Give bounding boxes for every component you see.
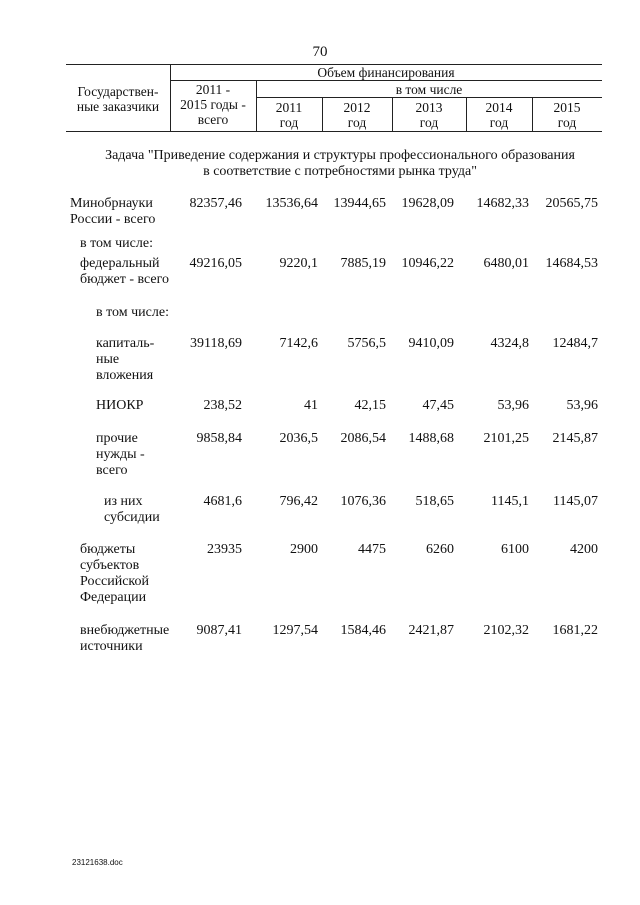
cell-2014: 2102,32 xyxy=(483,623,529,638)
cell-total: 238,52 xyxy=(203,398,242,413)
page-number: 70 xyxy=(312,44,328,60)
cell-2011: 796,42 xyxy=(279,494,318,509)
cell-2013: 9410,09 xyxy=(408,336,454,351)
header-year-2012: 2012 год xyxy=(343,100,371,130)
header-including: в том числе xyxy=(395,82,463,97)
funding-rule xyxy=(170,80,602,81)
task-title: Задача "Приведение содержания и структуры профессионального образования в соответствие с потребностями рынка труда" xyxy=(105,148,575,179)
row-label: Минобрнауки России - всего xyxy=(70,196,156,227)
row-label: прочие нужды - всего xyxy=(96,431,145,478)
cell-2011: 1297,54 xyxy=(272,623,318,638)
cell-2014: 14682,33 xyxy=(476,196,529,211)
cell-2013: 47,45 xyxy=(422,398,454,413)
document-filename: 23121638.doc xyxy=(72,858,123,867)
header-funding: Объем финансирования xyxy=(317,65,455,80)
cell-2015: 1145,07 xyxy=(553,494,598,509)
cell-2012: 5756,5 xyxy=(347,336,386,351)
row-label: в том числе: xyxy=(80,236,153,251)
cell-2011: 9220,1 xyxy=(279,256,318,271)
cell-total: 9087,41 xyxy=(196,623,242,638)
row-label: в том числе: xyxy=(96,305,169,320)
cell-2011: 2036,5 xyxy=(279,431,318,446)
cell-2013: 6260 xyxy=(426,542,454,557)
cell-2014: 4324,8 xyxy=(490,336,529,351)
header-year-2013: 2013 год xyxy=(415,100,443,130)
cell-2011: 2900 xyxy=(290,542,318,557)
cell-2015: 20565,75 xyxy=(545,196,598,211)
row-label: внебюджетные источники xyxy=(80,623,170,654)
cell-2011: 7142,6 xyxy=(279,336,318,351)
cell-2015: 53,96 xyxy=(566,398,598,413)
cell-2013: 1488,68 xyxy=(408,431,454,446)
cell-2015: 14684,53 xyxy=(545,256,598,271)
cell-2012: 4475 xyxy=(358,542,386,557)
header-customers: Государствен- ные заказчики xyxy=(76,84,160,114)
row-label: капиталь- ные вложения xyxy=(96,336,155,383)
cell-2011: 13536,64 xyxy=(265,196,318,211)
cell-2013: 19628,09 xyxy=(401,196,454,211)
cell-2012: 42,15 xyxy=(354,398,386,413)
cell-total: 39118,69 xyxy=(190,336,242,351)
including-rule xyxy=(256,97,602,98)
table-header xyxy=(66,64,602,132)
row-label: бюджеты субъектов Российской Федерации xyxy=(80,542,149,605)
cell-2015: 4200 xyxy=(570,542,598,557)
header-year-2014: 2014 год xyxy=(485,100,513,130)
row-label: НИОКР xyxy=(96,398,144,413)
cell-2015: 2145,87 xyxy=(552,431,598,446)
cell-2012: 1076,36 xyxy=(340,494,386,509)
cell-total: 49216,05 xyxy=(189,256,242,271)
cell-2015: 1681,22 xyxy=(552,623,598,638)
cell-2013: 10946,22 xyxy=(401,256,454,271)
cell-2014: 6100 xyxy=(501,542,529,557)
cell-2012: 7885,19 xyxy=(340,256,386,271)
cell-2011: 41 xyxy=(304,398,318,413)
cell-total: 4681,6 xyxy=(203,494,242,509)
cell-2013: 2421,87 xyxy=(408,623,454,638)
row-label: федеральный бюджет - всего xyxy=(80,256,169,287)
cell-2012: 1584,46 xyxy=(340,623,386,638)
cell-2013: 518,65 xyxy=(415,494,454,509)
cell-2014: 6480,01 xyxy=(483,256,529,271)
cell-2014: 1145,1 xyxy=(491,494,529,509)
cell-2014: 2101,25 xyxy=(483,431,529,446)
header-total: 2011 - 2015 годы - всего xyxy=(180,82,246,127)
header-bottom-rule xyxy=(66,131,602,132)
cell-2014: 53,96 xyxy=(497,398,529,413)
cell-2015: 12484,7 xyxy=(552,336,598,351)
cell-total: 82357,46 xyxy=(189,196,242,211)
cell-2012: 2086,54 xyxy=(340,431,386,446)
cell-total: 23935 xyxy=(207,542,242,557)
cell-2012: 13944,65 xyxy=(333,196,386,211)
header-year-2011: 2011 год xyxy=(275,100,303,130)
cell-total: 9858,84 xyxy=(196,431,242,446)
header-year-2015: 2015 год xyxy=(553,100,581,130)
row-label: из них субсидии xyxy=(104,494,160,525)
